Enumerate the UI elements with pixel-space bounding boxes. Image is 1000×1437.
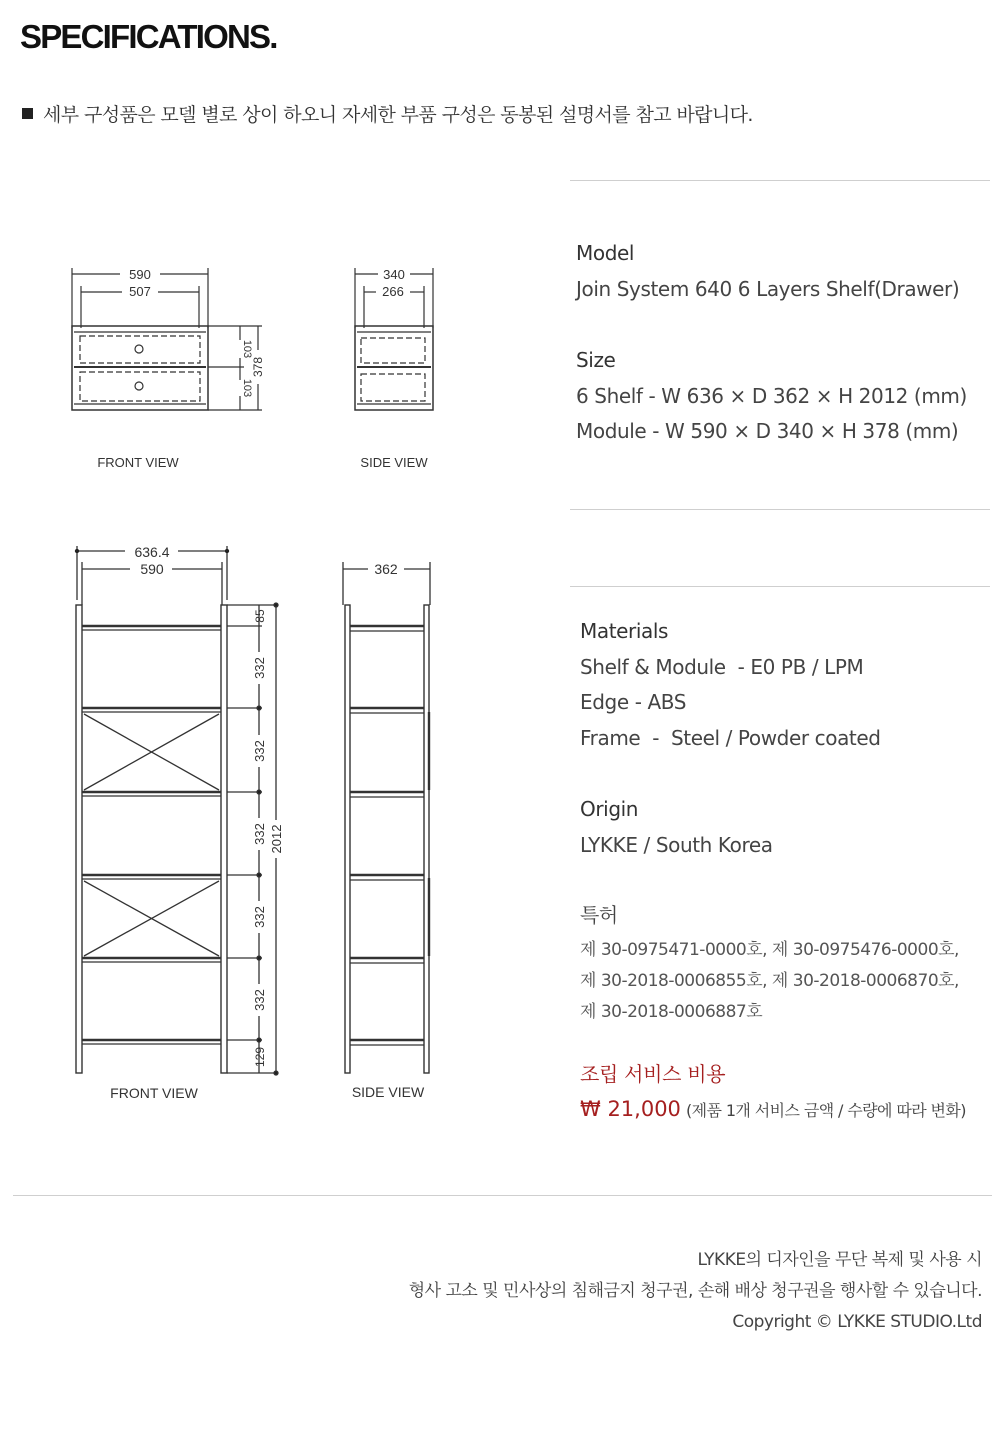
module-side-dim-inner: 266 [382, 284, 404, 299]
notice-text: 세부 구성품은 모델 별로 상이 하오니 자세한 부품 구성은 동봉된 설명서를 참고 바랍니다. [43, 104, 753, 126]
shelf-side-drawing [343, 562, 430, 1073]
module-front-drawing [72, 268, 262, 410]
service-note: (제품 1개 서비스 금액 / 수량에 따라 변화) [686, 1101, 966, 1120]
shelf-front-dim-gap-5: 332 [252, 989, 267, 1011]
service-price: ₩ 21,000 [580, 1097, 681, 1121]
shelf-front-dim-total: 2012 [269, 824, 284, 854]
patent-line: 제 30-2018-0006855호, 제 30-2018-0006870호, [580, 971, 959, 991]
copyright-footer [409, 1245, 982, 1338]
materials-line: Frame - Steel / Powder coated [580, 725, 881, 750]
materials-origin-block [580, 614, 881, 863]
size-line: 6 Shelf - W 636 × D 362 × H 2012 (mm) [576, 383, 967, 408]
shelf-front-dim-bottom: 129 [253, 1046, 267, 1068]
shelf-side-label: SIDE VIEW [351, 1084, 425, 1100]
shelf-front-dim-gap-4: 332 [252, 906, 267, 928]
shelf-front-dim-inner: 590 [140, 561, 164, 577]
model-heading: Model [576, 241, 635, 265]
materials-line: Shelf & Module - E0 PB / LPM [580, 654, 864, 679]
patent-line: 제 30-0975471-0000호, 제 30-0975476-0000호, [580, 940, 959, 960]
module-front-dim-drawer-bottom: 103 [241, 378, 253, 398]
shelf-front-drawing [76, 546, 278, 1075]
module-front-dim-inner: 507 [129, 284, 151, 299]
module-front-label: FRONT VIEW [97, 455, 179, 470]
assembly-service [580, 1058, 966, 1121]
size-line: Module - W 590 × D 340 × H 378 (mm) [576, 419, 959, 443]
footer-line: LYKKE의 디자인을 무단 복제 및 사용 시 [697, 1250, 982, 1270]
origin-value: LYKKE / South Korea [580, 832, 773, 857]
page-title: SPECIFICATIONS. [20, 18, 277, 55]
shelf-side-dim-depth: 362 [374, 561, 398, 577]
patent-heading: 특허 [580, 903, 618, 927]
origin-heading: Origin [580, 797, 639, 821]
footer-line: Copyright © LYKKE STUDIO.Ltd [732, 1312, 982, 1332]
patent-line: 제 30-2018-0006887호 [580, 1002, 763, 1022]
module-side-label: SIDE VIEW [360, 455, 428, 470]
service-title: 조립 서비스 비용 [580, 1062, 726, 1086]
shelf-front-dim-outer: 636.4 [134, 544, 170, 560]
module-front-dim-height: 378 [251, 356, 265, 378]
module-front-dim-drawer-top: 103 [241, 339, 253, 359]
shelf-front-dim-gap-2: 332 [252, 740, 267, 762]
shelf-front-dim-gap-3: 332 [252, 823, 267, 845]
footer-line: 형사 고소 및 민사상의 침해금지 청구권, 손해 배상 청구권을 행사할 수 있습니다. [408, 1281, 982, 1301]
materials-line: Edge - ABS [580, 690, 687, 714]
shelf-front-dim-gap-1: 332 [252, 657, 267, 679]
model-size-block [576, 236, 967, 450]
size-heading: Size [576, 348, 616, 372]
shelf-front-dim-top: 85 [253, 609, 267, 623]
model-value: Join System 640 6 Layers Shelf(Drawer) [576, 276, 960, 301]
module-side-dim-outer: 340 [383, 267, 405, 282]
patent-list [580, 935, 959, 1028]
shelf-front-label: FRONT VIEW [110, 1085, 198, 1101]
materials-heading: Materials [580, 619, 669, 643]
module-front-dim-outer: 590 [129, 267, 151, 282]
